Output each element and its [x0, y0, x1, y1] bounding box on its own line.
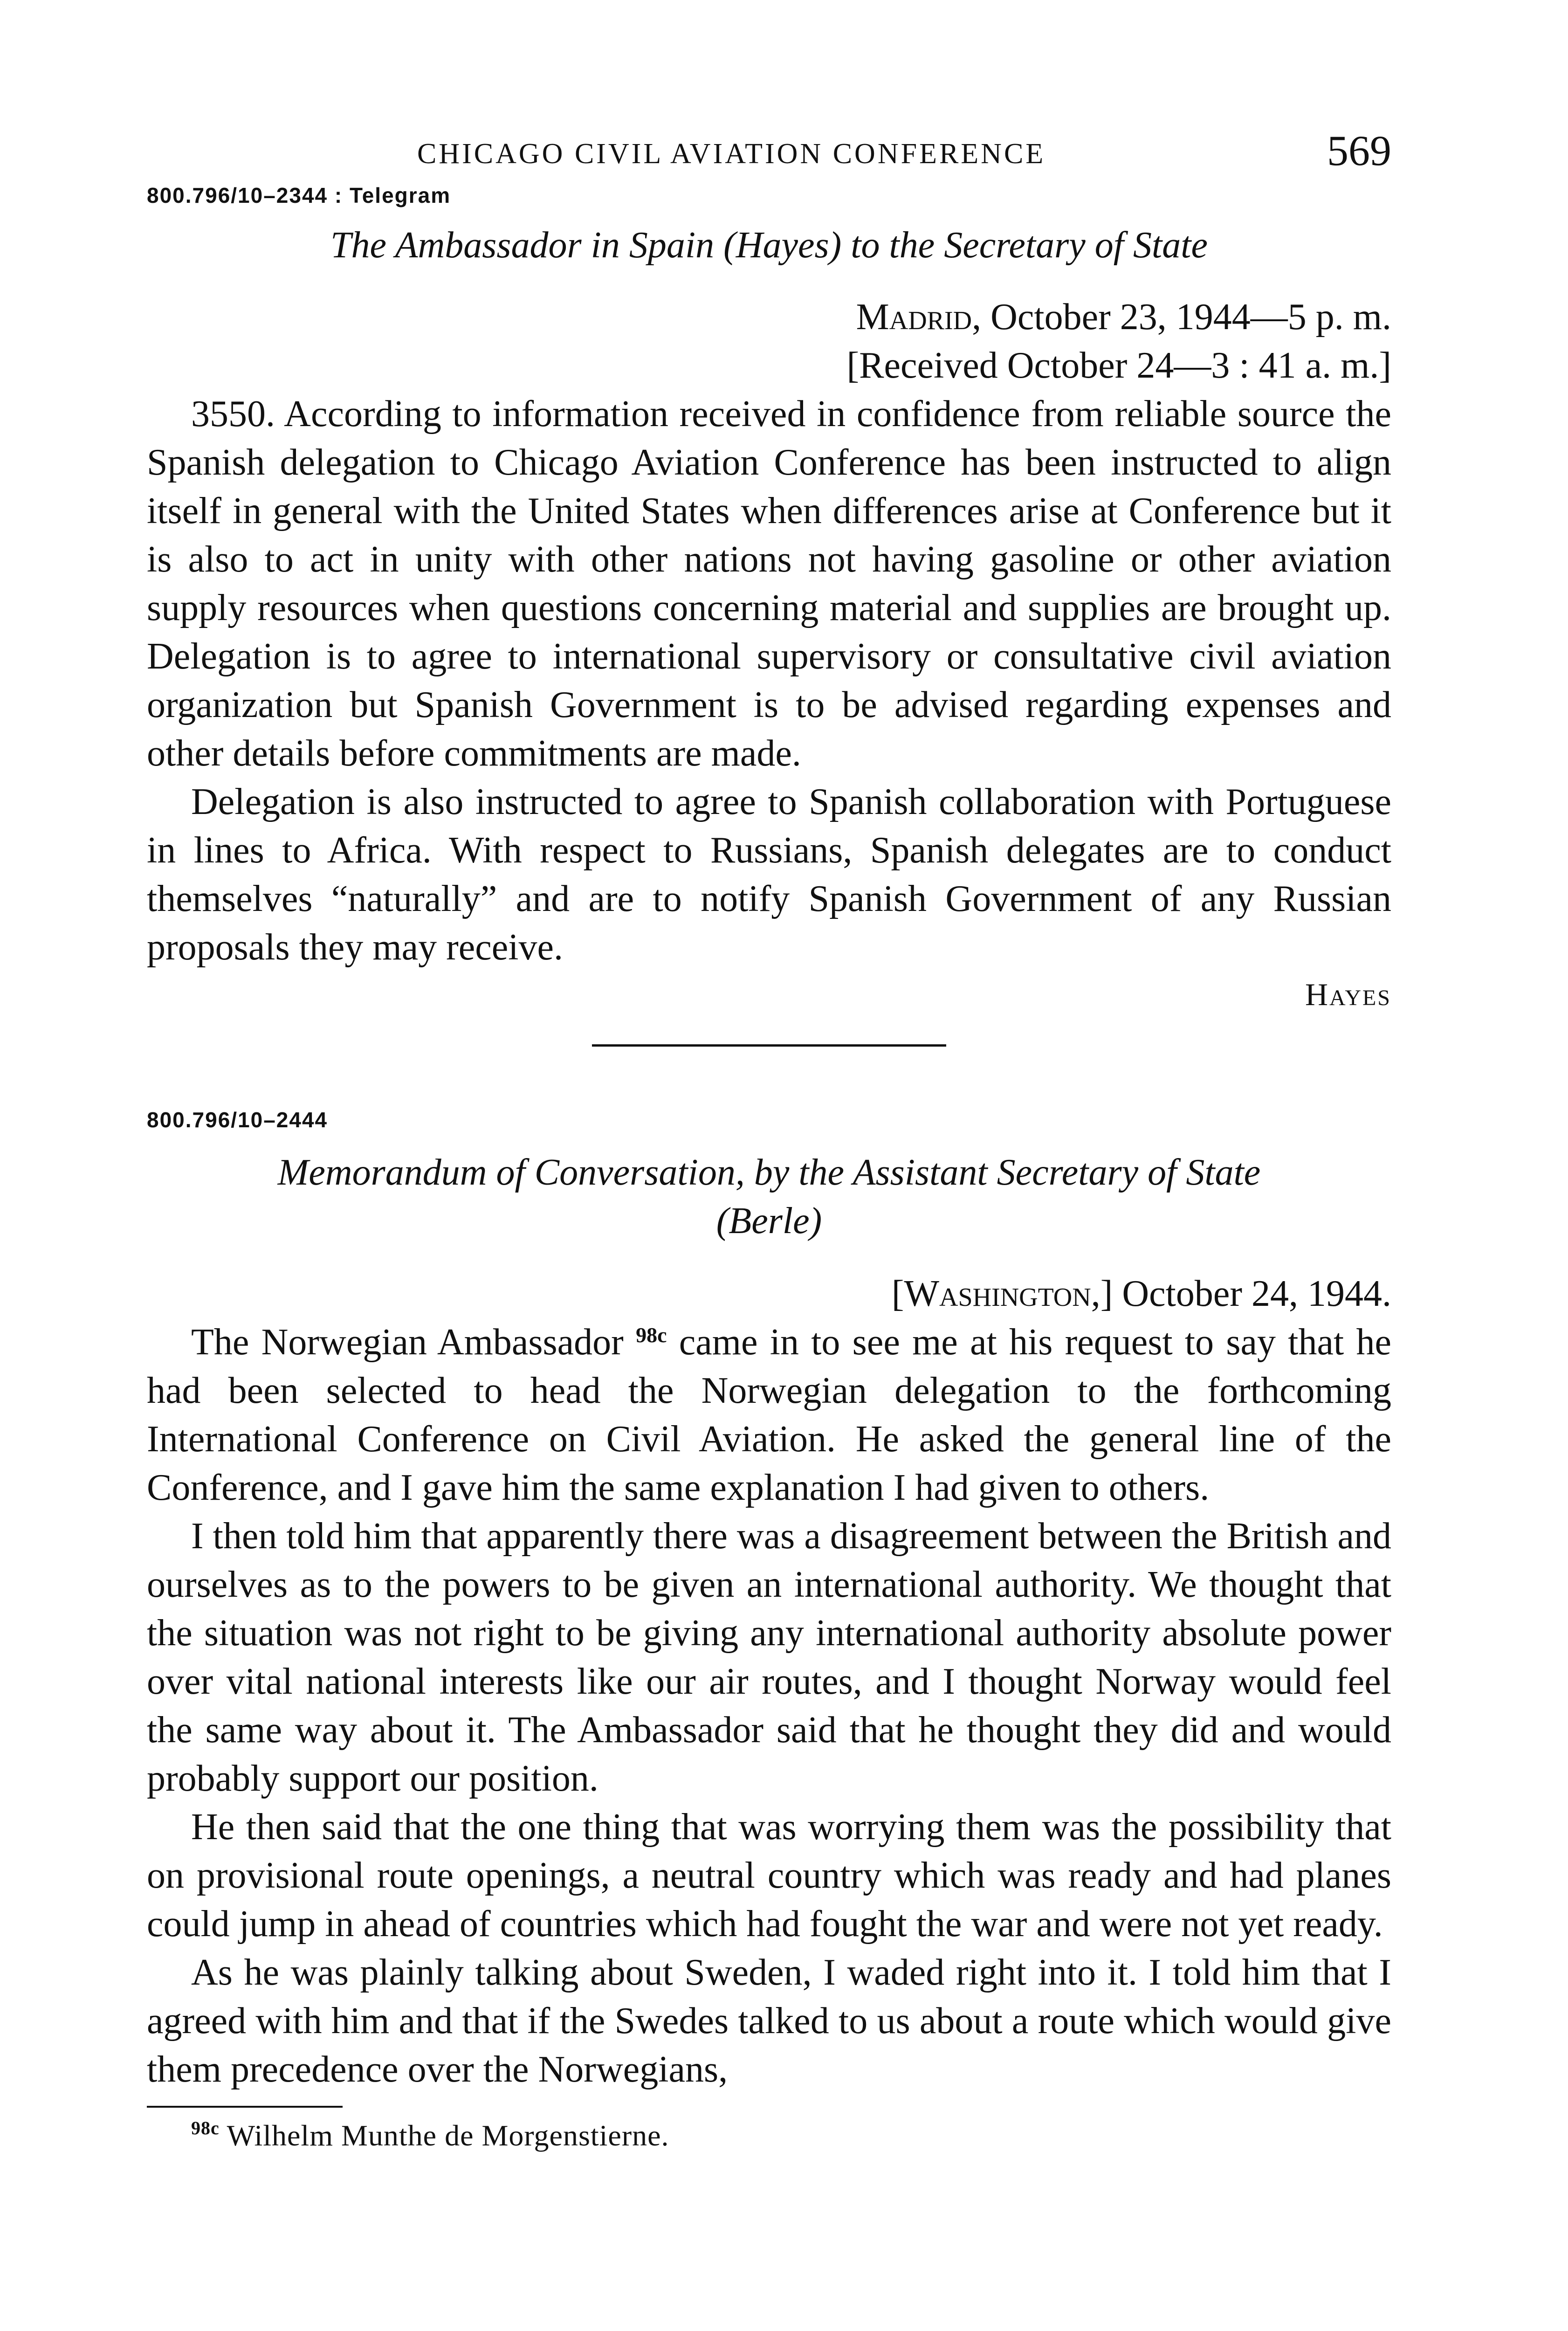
signature: Hayes [1305, 977, 1391, 1012]
paragraph-text: The Norwegian Ambassador [191, 1322, 624, 1363]
memorandum-document [147, 1107, 1391, 2094]
body-paragraph: As he was plainly talking about Sweden, I waded right into it. I told him that I agreed with him and that if the Swedes talked to us about a route which would give them precedence over the Norwegians, [147, 1952, 1391, 2090]
body-paragraph [147, 1318, 1391, 1512]
body-paragraph: Delegation is also instructed to agree to Spanish collaboration with Portuguese in lines to Africa. With respect to Russians, Spanish delegates are to conduct themselves “naturally” and are to notify Spanish Government of any Russian proposals they may receive. [147, 781, 1391, 968]
dateline-date: October 23, 1944—5 p. m. [990, 297, 1391, 338]
dateline-place: [Washington,] [891, 1273, 1113, 1314]
footnote-marker: 98c [191, 2117, 220, 2138]
footnote [147, 2116, 1391, 2155]
dateline [147, 293, 1391, 341]
footnote-reference: 98c [636, 1323, 667, 1347]
section-divider [592, 1044, 946, 1047]
running-head-title: CHICAGO CIVIL AVIATION CONFERENCE [417, 138, 1046, 170]
document-title-line: Memorandum of Conversation, by the Assistant Secretary of State [277, 1152, 1261, 1193]
document-title-line: (Berle) [716, 1200, 822, 1241]
document-title: The Ambassador in Spain (Hayes) to the Secretary of State [330, 225, 1208, 266]
file-number: 800.796/10–2344 : Telegram [147, 183, 451, 207]
running-head [147, 126, 1391, 186]
telegram-document [147, 183, 1391, 1015]
document-page [147, 126, 1391, 2155]
footnote-text: Wilhelm Munthe de Morgenstierne. [227, 2119, 669, 2152]
page-number: 569 [1327, 127, 1391, 174]
dateline-date: October 24, 1944. [1122, 1273, 1391, 1314]
dateline-place: Madrid, [856, 297, 982, 338]
paragraph-text: came in to see me at his request to say that he had been selected to head the Norwegian delegation to the forthcoming International Conference on Civil Aviation. He asked the general line of the Conference, and I gave him the same explanation I had given to others. [147, 1322, 1392, 1508]
body-paragraph: I then told him that apparently there was a disagreement between the British and ourselves as to the powers to be given an international authority. We thought that the situation was not right to be giving any international authority absolute power over vital national interests like our air routes, and I thought Norway would feel the same way about it. The Ambassador said that he thought they did and would probably support our position. [147, 1516, 1391, 1799]
received-line: [Received October 24—3 : 41 a. m.] [846, 345, 1391, 386]
document-title [147, 1148, 1391, 1245]
footnote-divider [147, 2106, 343, 2108]
body-paragraph: 3550. According to information received in confidence from reliable source the Spanish delegation to Chicago Aviation Conference has been instructed to align itself in general with the United States when differences arise at Conference but it is also to act in unity with other nations not having gasoline or other aviation supply resources when questions concerning material and supplies are brought up. Delegation is to agree to international supervisory or consultative civil aviation organization but Spanish Government is to be advised regarding expenses and other details before commitments are made. [147, 393, 1391, 774]
body-paragraph: He then said that the one thing that was worrying them was the possibility that on provisional route openings, a neutral country which was ready and had planes could jump in ahead of countries which had fought the war and were not yet ready. [147, 1807, 1391, 1945]
file-number: 800.796/10–2444 [147, 1108, 328, 1132]
dateline [147, 1269, 1391, 1318]
